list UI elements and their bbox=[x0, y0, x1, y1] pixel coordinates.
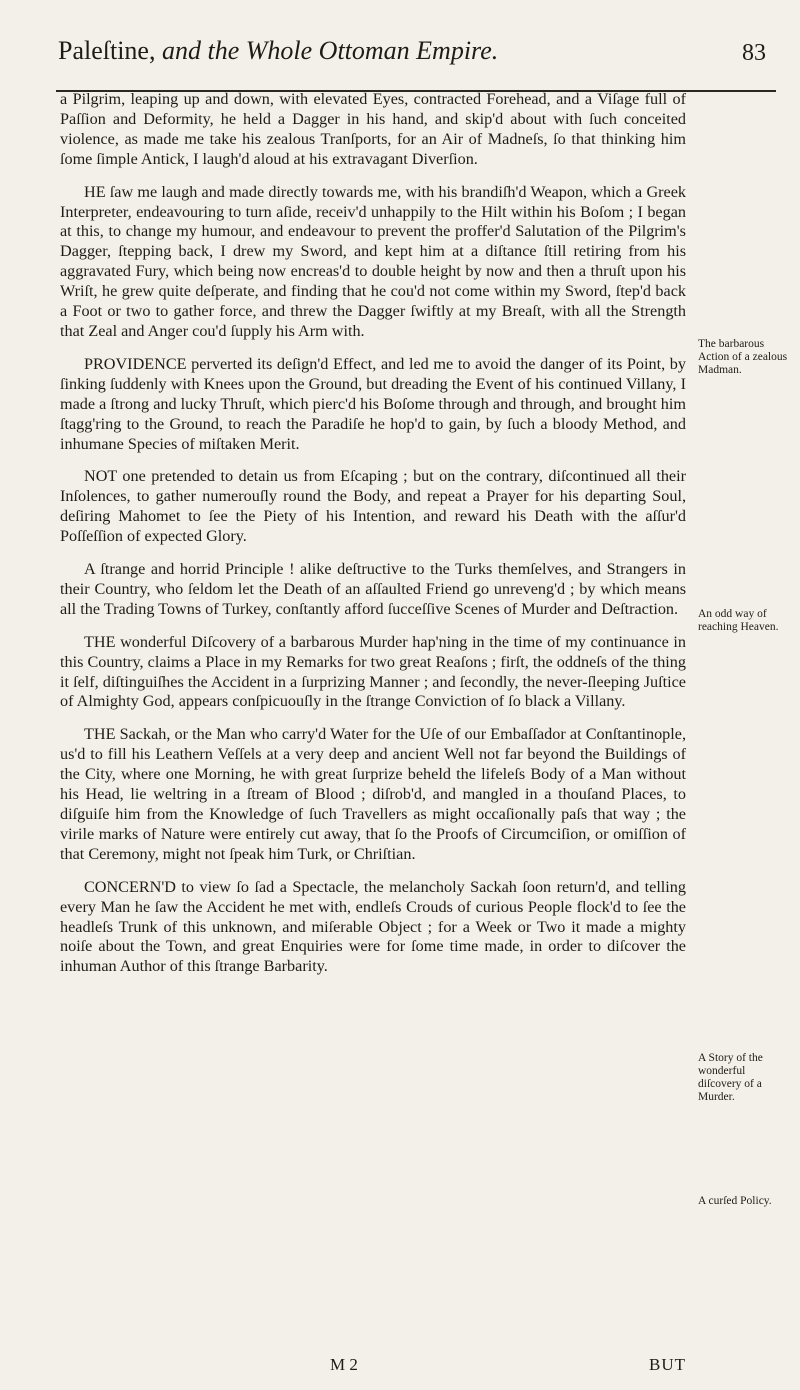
margin-note-heaven: An odd way of reaching Heaven. bbox=[698, 608, 779, 633]
paragraph-principle: A ſtrange and horrid Principle ! alike deſtructive to the Turks themſelves, and Strangers in their Country, who ſeldom let the Death of an aſſaulted Friend go unreveng'd ; by which means all the Trading Towns of Turkey, conſtantly afford ſucceſſive Scenes of Murder and Deſtraction. bbox=[60, 560, 686, 618]
running-title-place: Paleſtine, bbox=[58, 36, 162, 65]
paragraph-providence: PROVIDENCE perverted its deſign'd Effect, and led me to avoid the danger of its Point, by ſinking ſuddenly with Knees upon the Ground, but dreading the Event of his continued Villany, I made a ſtrong and lucky Thruſt, which pierc'd his Boſome through and through, and brought him ſtagg'ring to the Ground, to reach the Paradiſe he hop'd to gain, by ſuch a bloody Method, and inhumane Species of miſtaken Merit. bbox=[60, 354, 686, 453]
running-header bbox=[0, 20, 800, 80]
paragraph-concern: CONCERN'D to view ſo ſad a Spectacle, the melancholy Sackah ſoon return'd, and telling every Man he ſaw the Accident he met with, endleſs Crouds of curious People flock'd to ſee the headleſs Trunk of this unknown, and miſerable Object ; for a Week or Two it made a mighty noiſe about the Town, and great Enquiries were for ſome time made, in order to diſcover the inhuman Author of this ſtrange Barbarity. bbox=[60, 877, 686, 976]
running-title-empire: and the Whole Ottoman Empire. bbox=[161, 36, 499, 65]
margin-note-murder: A Story of the wonderful diſcovery of a Murder. bbox=[698, 1052, 763, 1103]
paragraph-pilgrim: a Pilgrim, leaping up and down, with elevated Eyes, contracted Forehead, and a Viſage full of Paſſion and Deformity, he held a Dagger in his hand, and skip'd about with ſuch conceited violence, as made me take his zealous Tranſports, for an Air of Madneſs, ſo that thinking him ſome ſimple Antick, I laugh'd aloud at his extravagant Diverſion. bbox=[60, 90, 686, 168]
catchword: BUT bbox=[649, 1355, 686, 1374]
margin-note-madman: The barbarous Action of a zealous Madman. bbox=[698, 338, 788, 376]
page-footer bbox=[60, 1355, 686, 1379]
paragraph-escaping: NOT one pretended to detain us from Eſcaping ; but on the contrary, diſcontinued all their Inſolences, to gather numerouſly round the Body, and repeat a Prayer for his departing Soul, deſiring Mahomet to ſee the Piety of his Intention, and reward his Death with the aſſur'd Poſſeſſion of expected Glory. bbox=[60, 467, 686, 546]
paragraph-weapon: HE ſaw me laugh and made directly towards me, with his brandiſh'd Weapon, which a Greek Interpreter, endeavouring to turn aſide, receiv'd unhappily to the Hilt within his Boſom ; I began at this, to change my humour, and endeavour to prevent the proffer'd Salutation of the Pilgrim's Dagger, ſtepping back, I drew my Sword, and kept him at a diſtance ſtill retiring from his aggravated Fury, which being now encreas'd to double height by now and then a thruſt upon his Wriſt, he grew quite deſperate, and finding that he cou'd not come within my Sword, ſtep'd back a Foot or two to gather force, and threw the Dagger ſwiftly at my Breaſt, with all the Strength that Zeal and Anger cou'd ſupply his Arm with. bbox=[60, 182, 686, 340]
paragraph-discovery: THE wonderful Diſcovery of a barbarous Murder hap'ning in the time of my continuance in this Country, claims a Place in my Remarks for two great Reaſons ; firſt, the oddneſs of the thing it ſelf, diſtinguiſhes the Accident in a ſurprizing Manner ; and ſecondly, the never-ſleeping Juſtice of Almighty God, appears conſpicuouſly in the ſtrange Conviction of ſo black a Villany. bbox=[60, 632, 686, 711]
signature-mark: M 2 bbox=[330, 1355, 358, 1374]
paragraph-sackah: THE Sackah, or the Man who carry'd Water for the Uſe of our Embaſſador at Conſtantinople, us'd to fill his Leathern Veſſels at a very deep and ancient Well not far beyond the Buildings of the City, where one Morning, he with great ſurprize beheld the lifeleſs Body of a Man without his Head, lie weltring in a ſtream of Blood ; diſrob'd, and mangled in a thouſand Places, to diſguiſe him from the Knowledge of ſuch Travellers as might occaſionally paſs that way ; the virile marks of Nature were entirely cut away, that ſo the Proofs of Circumciſion, or omiſſion of that Ceremony, might not ſpeak him Turk, or Chriſtian. bbox=[60, 725, 686, 863]
page-number: 83 bbox=[742, 40, 766, 66]
margin-note-policy: A curſed Policy. bbox=[698, 1195, 772, 1207]
body-text bbox=[60, 90, 686, 990]
running-title bbox=[58, 36, 498, 66]
